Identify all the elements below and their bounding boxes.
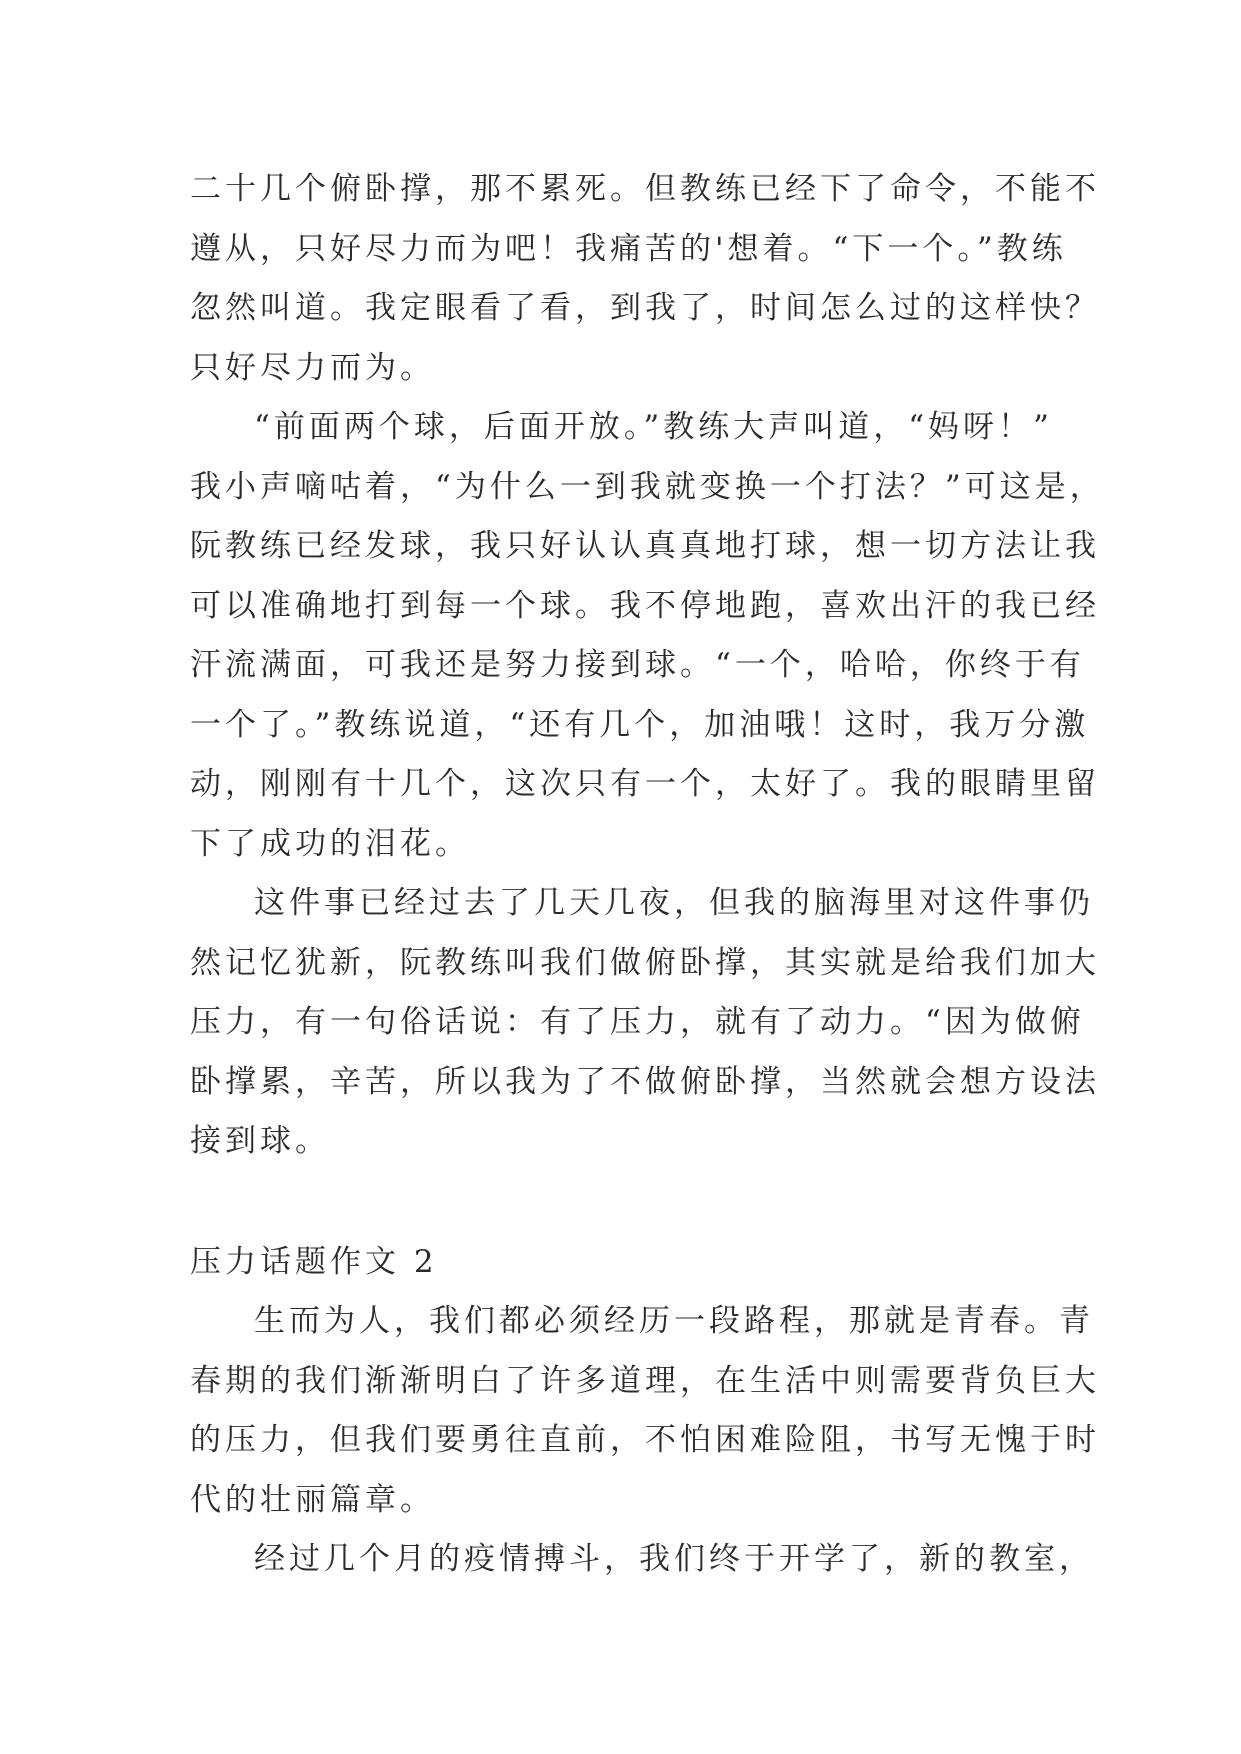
text-line: 卧撑累，辛苦，所以我为了不做俯卧撑，当然就会想方设法	[190, 1063, 1100, 1100]
section-spacer	[190, 1172, 1060, 1233]
text-line: 动，刚刚有十几个，这次只有一个，太好了。我的眼睛里留	[190, 766, 1100, 802]
paragraph	[190, 874, 1100, 1172]
text-line: 只好尽力而为。	[190, 349, 435, 386]
text-line: “前面两个球，后面开放。”教练大声叫道，“妈呀！”	[254, 409, 1053, 445]
text-line: 经过几个月的疫情搏斗，我们终于开学了，新的教室，	[254, 1541, 1094, 1577]
text-line: 的压力，但我们要勇往直前，不怕困难险阻，书写无愧于时	[190, 1422, 1100, 1458]
text-line: 阮教练已经发球，我只好认认真真地打球，想一切方法让我	[190, 528, 1100, 564]
text-line: 二十几个俯卧撑，那不累死。但教练已经下了命令，不能不	[190, 171, 1100, 207]
paragraph	[190, 1292, 1100, 1530]
text-line: 下了成功的泪花。	[190, 825, 470, 862]
text-line: 这件事已经过去了几天几夜，但我的脑海里对这件事仍	[254, 885, 1094, 921]
text-line: 接到球。	[190, 1123, 330, 1159]
text-line: 春期的我们渐渐明白了许多道理，在生活中则需要背负巨大	[190, 1362, 1100, 1399]
paragraph	[190, 160, 1100, 398]
text-line: 汗流满面，可我还是努力接到球。“一个，哈哈，你终于有	[190, 647, 1085, 683]
text-line: 压力，有一句俗话说：有了压力，就有了动力。“因为做俯	[190, 1004, 1085, 1040]
text-line: 代的壮丽篇章。	[190, 1481, 435, 1518]
text-line: 生而为人，我们都必须经历一段路程，那就是青春。青	[254, 1303, 1094, 1339]
section-title: 压力话题作文 2	[190, 1243, 438, 1280]
paragraph	[190, 398, 1105, 874]
text-line: 遵从，只好尽力而为吧！我痛苦的'想着。“下一个。”教练	[190, 230, 1067, 267]
text-line: 忽然叫道。我定眼看了看，到我了，时间怎么过的这样快？	[190, 290, 1100, 326]
document-body	[190, 160, 1105, 1590]
text-line: 然记忆犹新，阮教练叫我们做俯卧撑，其实就是给我们加大	[190, 944, 1100, 981]
text-line: 我小声嘀咕着，“为什么一到我就变换一个打法？”可这是，	[190, 468, 1105, 505]
paragraph	[190, 1530, 1094, 1590]
text-line: 可以准确地打到每一个球。我不停地跑，喜欢出汗的我已经	[190, 587, 1100, 624]
text-line: 一个了。”教练说道，“还有几个，加油哦！这时，我万分激	[190, 706, 1090, 743]
